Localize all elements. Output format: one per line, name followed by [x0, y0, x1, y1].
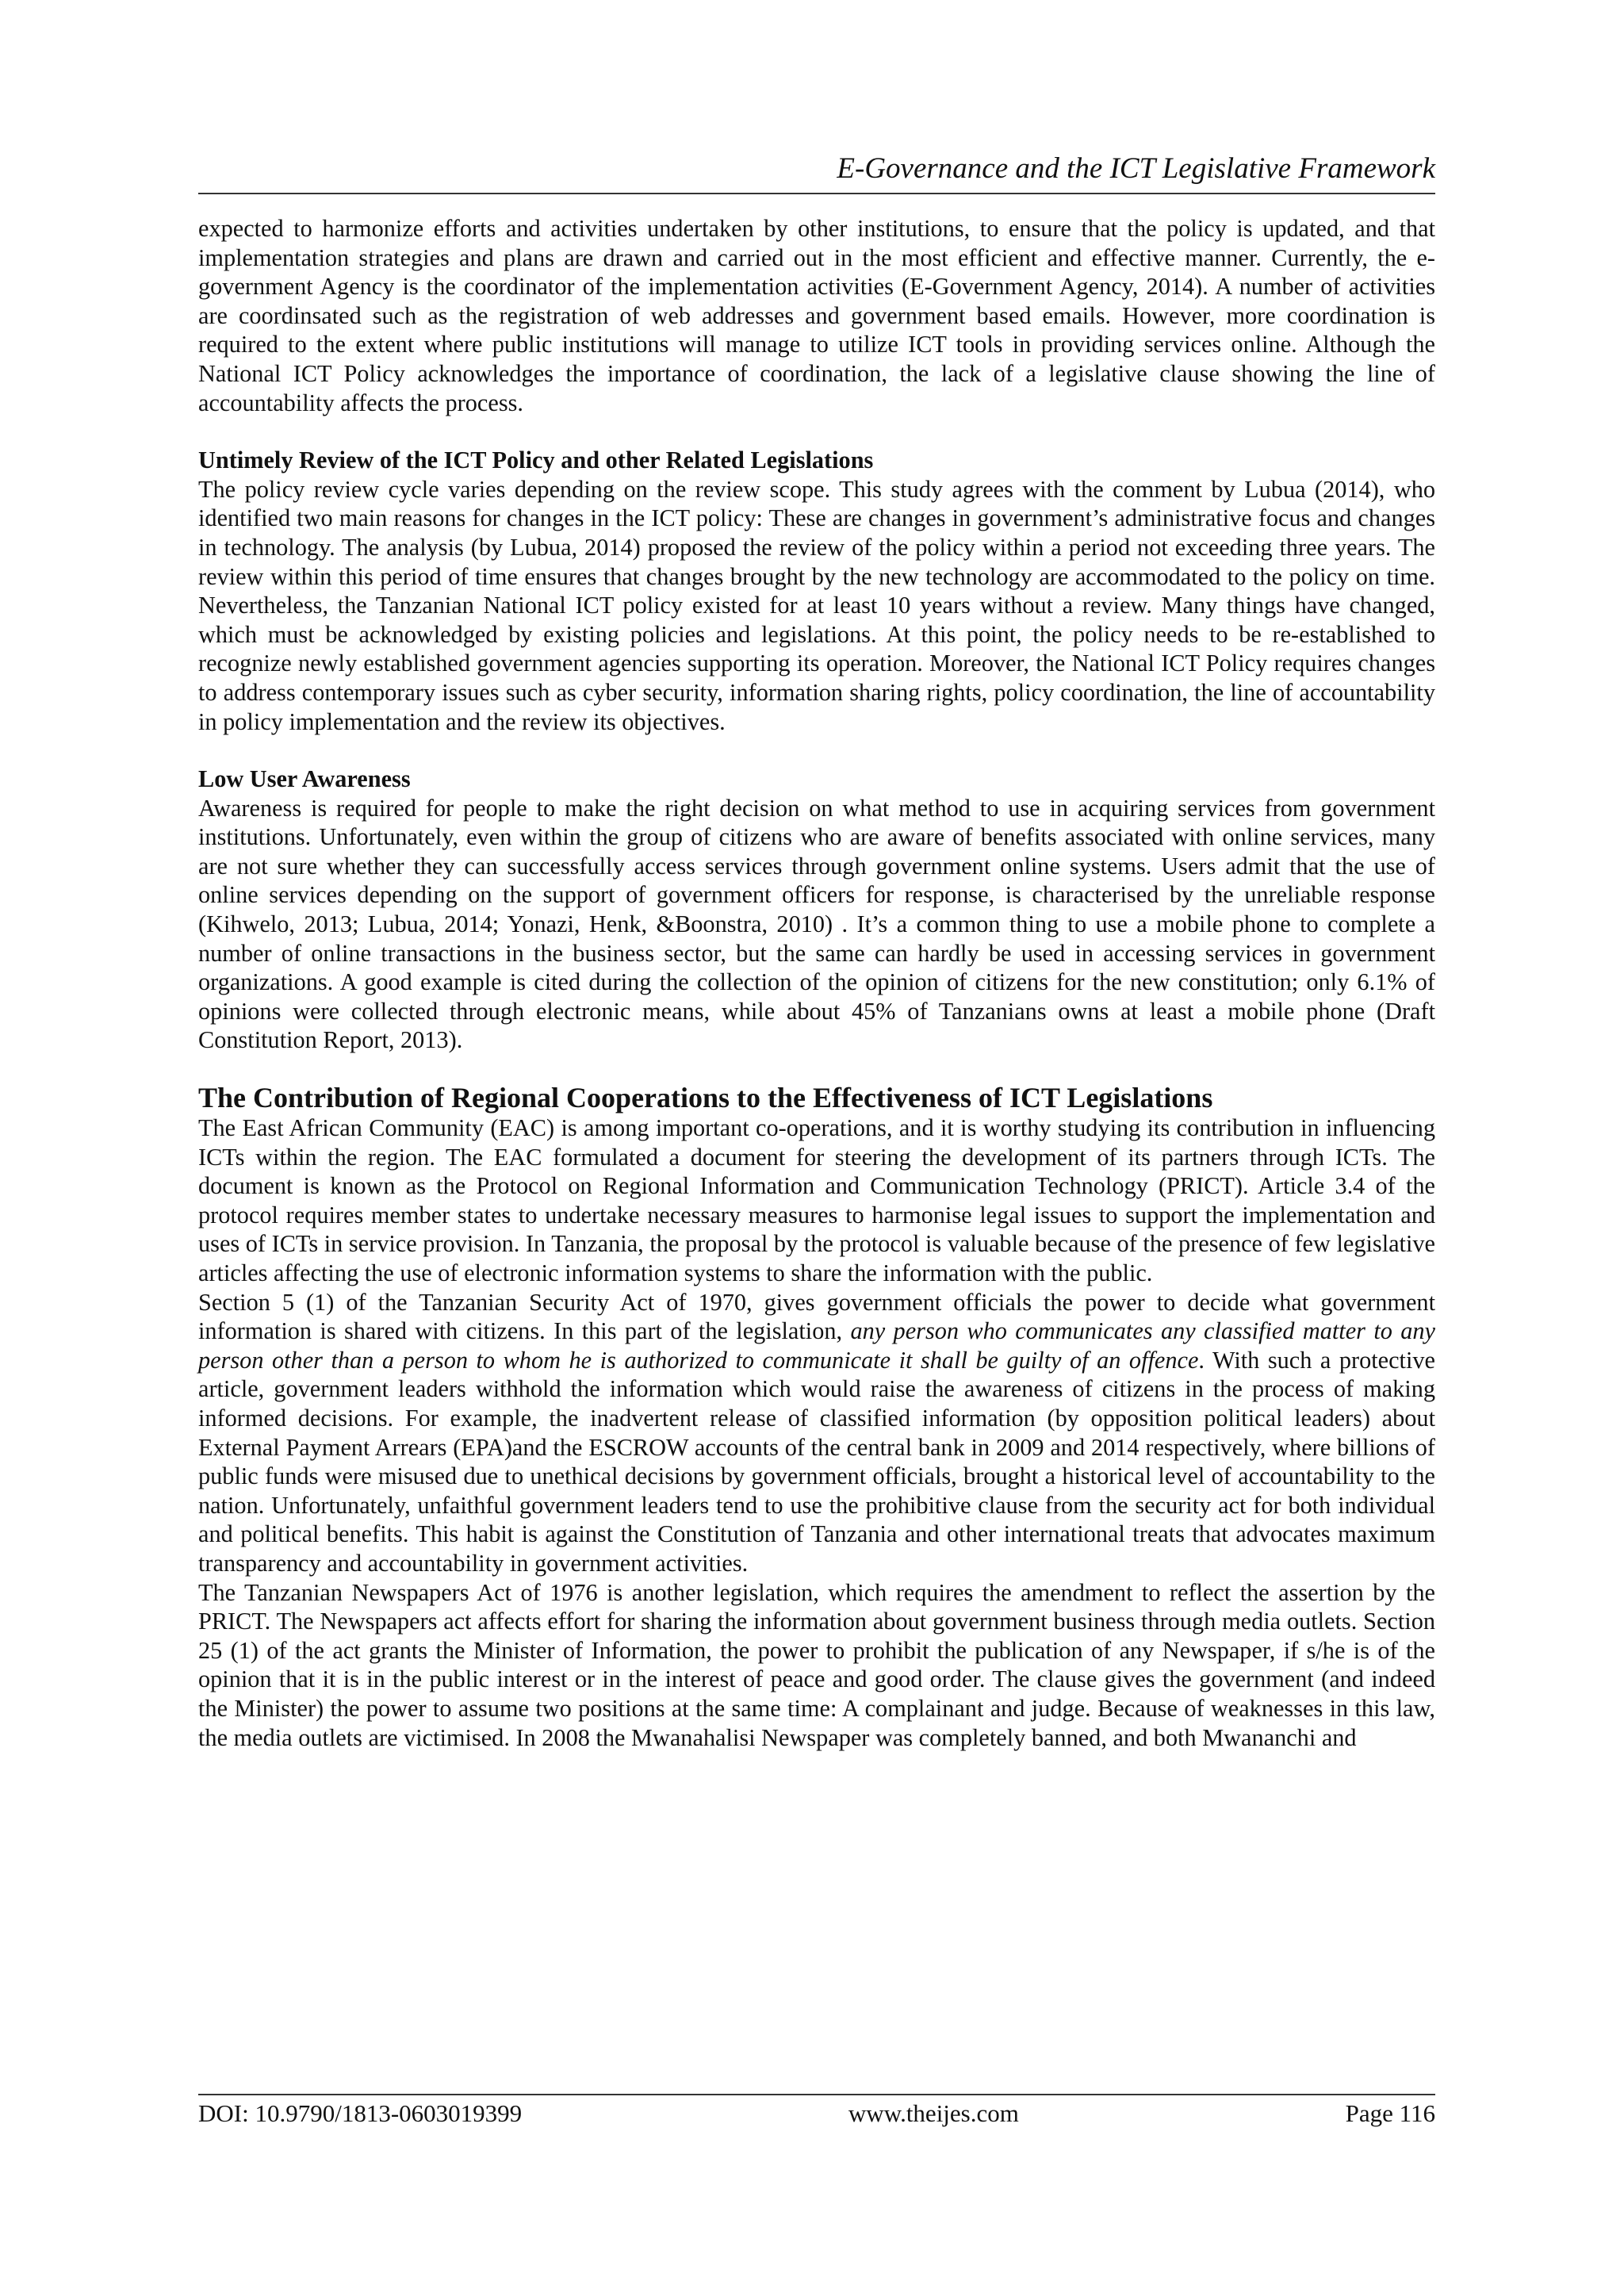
page-footer [198, 2098, 1435, 2129]
footer-doi: DOI: 10.9790/1813-0603019399 [198, 2099, 523, 2127]
section-paragraph-untimely-review: The policy review cycle varies depending on the review scope. This study agrees with the comment by Lubua (2014), who identified two main reasons for changes in the ICT policy: These are changes in government’s administrative focus and changes in technology. The analysis (by Lubua, 2014) proposed the review of the policy within a period not exceeding three years. The review within this period of time ensures that changes brought by the new technology are accommodated to the policy on time. Nevertheless, the Tanzanian National ICT policy existed for at least 10 years without a review. Many things have changed, which must be acknowledged by existing policies and legislations. At this point, the policy needs to be re-established to recognize newly established government agencies supporting its operation. Moreover, the National ICT Policy requires changes to address contemporary issues such as cyber security, information sharing rights, policy coordination, the line of accountability in policy implementation and the review its objectives. [198, 475, 1435, 735]
paper-page [198, 0, 1435, 2296]
footer-rule [198, 2094, 1435, 2095]
paragraph-security-act [198, 1288, 1435, 1578]
header-rule [198, 193, 1435, 194]
intro-paragraph: expected to harmonize efforts and activities undertaken by other institutions, to ensure that the policy is updated, and that implementation strategies and plans are drawn and carried out in the most efficient and effective manner. Currently, the e-government Agency is the coordinator of the implementation activities (E-Government Agency, 2014). A number of activities are coordinsated such as the registration of web addresses and government based emails. However, more coordination is required to the extent where public institutions will manage to utilize ICT tools in providing services online. Although the National ICT Policy acknowledges the importance of coordination, the lack of a legislative clause showing the line of accountability affects the process. [198, 215, 1435, 416]
main-content [198, 214, 1435, 1752]
paragraph-newspapers-act: The Tanzanian Newspapers Act of 1976 is another legislation, which requires the amendment to reflect the assertion by the PRICT. The Newspapers act affects effort for sharing the information about government business through media outlets. Section 25 (1) of the act grants the Minister of Information, the power to prohibit the publication of any Newspaper, if s/he is of the opinion that it is in the public interest or in the interest of peace and good order. The clause gives the government (and indeed the Minister) the power to assume two positions at the same time: A complainant and judge. Because of weaknesses in this law, the media outlets are victimised. In 2008 the Mwanahalisi Newspaper was completely banned, and both Mwananchi and [198, 1578, 1435, 1751]
running-header: E-Governance and the ICT Legislative Framework [837, 152, 1435, 185]
section-paragraph-low-user-awareness: Awareness is required for people to make the right decision on what method to use in acquiring services from government institutions. Unfortunately, even within the group of citizens who are aware of benefits associated with online services, many are not sure whether they can successfully access services through government online systems. Users admit that the use of online services depending on the support of government officers for response, is characterised by the unreliable response (Kihwelo, 2013; Lubua, 2014; Yonazi, Henk, &Boonstra, 2010) . It’s a common thing to use a mobile phone to complete a number of online transactions in the business sector, but the same can hardly be used in accessing services in government organizations. A good example is cited during the collection of the opinion of citizens for the new constitution; only 6.1% of opinions were collected through electronic means, while about 45% of Tanzanians owns at least a mobile phone (Draft Constitution Report, 2013). [198, 794, 1435, 1054]
paragraph-eac: The East African Community (EAC) is among important co-operations, and it is worthy studying its contribution in influencing ICTs within the region. The EAC formulated a document for steering the development of its partners through ICTs. The document is known as the Protocol on Regional Information and Communication Technology (PRICT). Article 3.4 of the protocol requires member states to undertake necessary measures to harmonise legal issues to support the implementation and uses of ICTs in service provision. In Tanzania, the proposal by the protocol is valuable because of the presence of few legislative articles affecting the use of electronic information systems to share the information with the public. [198, 1114, 1435, 1286]
security-act-lead-text: Section 5 (1) of the Tanzanian Security Act of 1970, gives government officials the power to decide what government information is shared with citizens. In this part of the legislation, [198, 1288, 1435, 1345]
security-act-quoted-clause: any person who communicates any classified matter to any person other than a person to whom he is authorized to communicate it shall be guilty of an offence [198, 1317, 1436, 1374]
section-heading-untimely-review: Untimely Review of the ICT Policy and other Related Legislations [198, 447, 874, 474]
section-heading-low-user-awareness: Low User Awareness [198, 765, 411, 793]
section-heading-regional-cooperations: The Contribution of Regional Cooperations to the Effectiveness of ICT Legislations [198, 1082, 1213, 1114]
footer-page-number: Page 116 [1345, 2099, 1435, 2127]
footer-website: www.theijes.com [848, 2099, 1019, 2127]
security-act-rest-text: . With such a protective article, government leaders withhold the information which would raise the awareness of citizens in the process of making informed decisions. For example, the inadvertent release of classified information (by opposition political leaders) about External Payment Arrears (EPA)and the ESCROW accounts of the central bank in 2009 and 2014 respectively, where billions of public funds were misused due to unethical decisions by government officials, brought a historical level of accountability to the nation. Unfortunately, unfaithful government leaders tend to use the prohibitive clause from the security act for both individual and political benefits. This habit is against the Constitution of Tanzania and other international treats that advocates maximum transparency and accountability in government activities. [198, 1346, 1435, 1577]
